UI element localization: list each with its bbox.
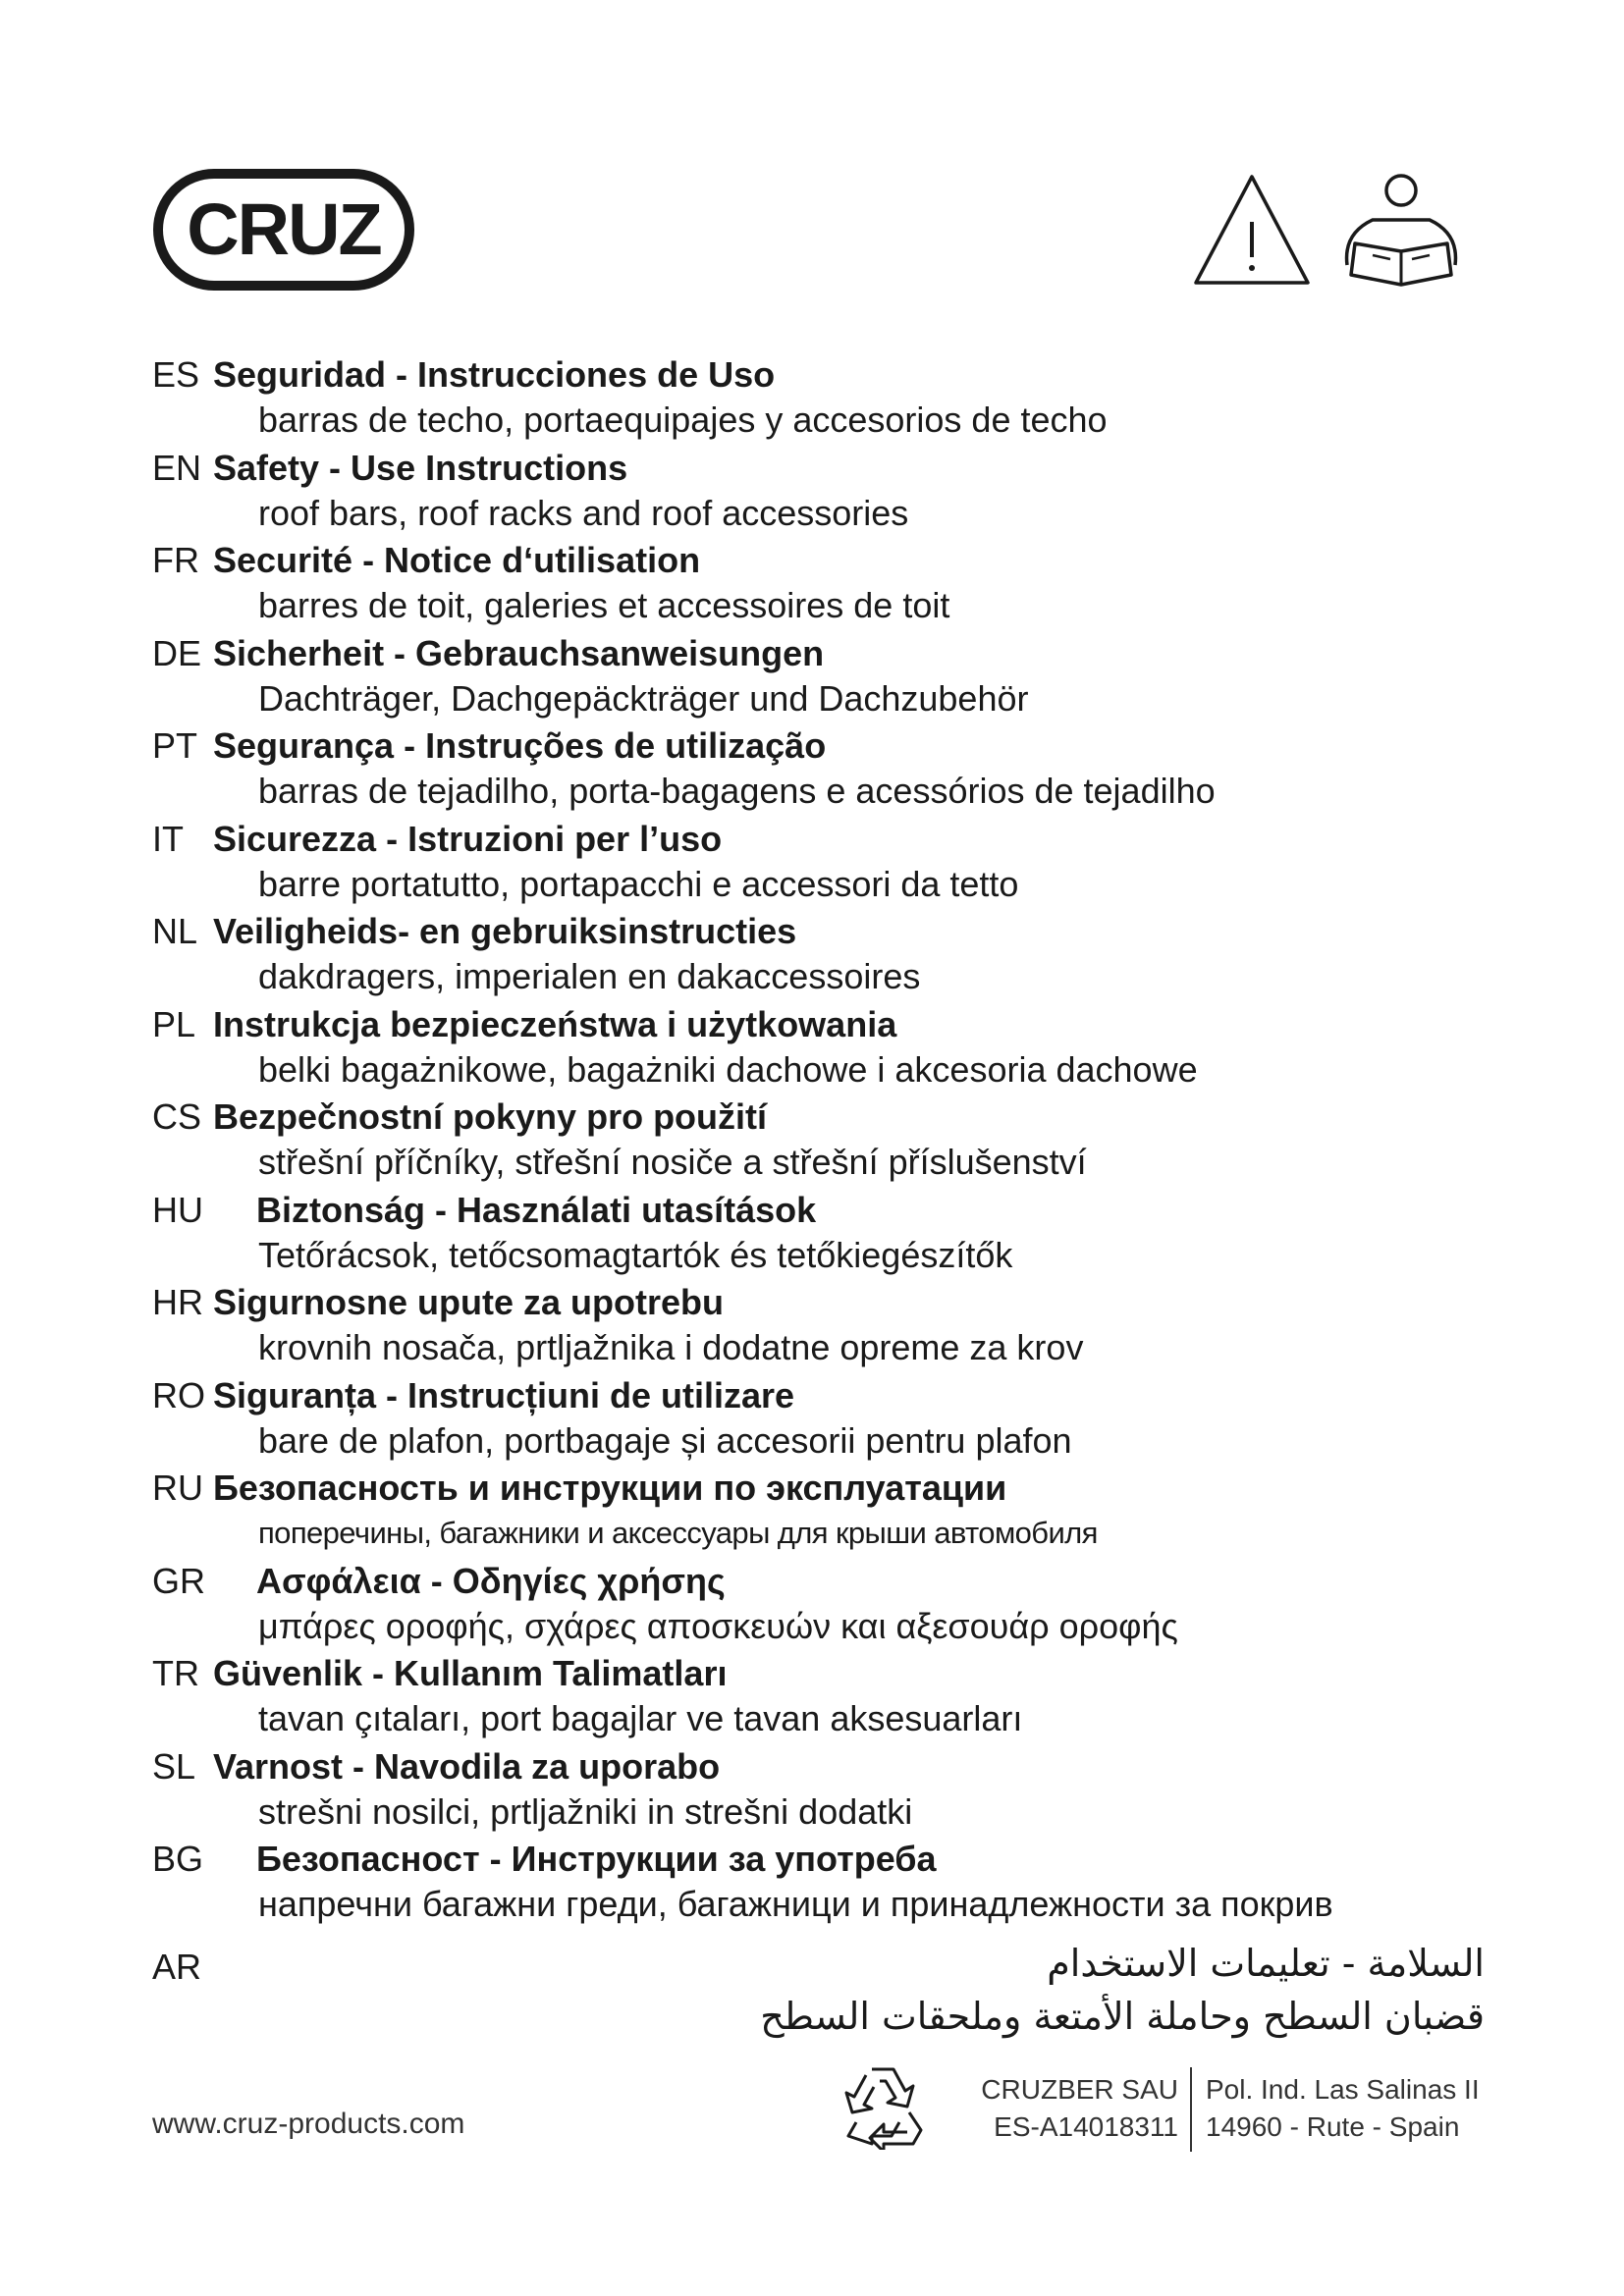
entry-subtitle-ar: قضبان السطح وحاملة الأمتعة وملحقات السطح	[760, 1995, 1485, 2038]
entry-ro	[152, 1372, 1507, 1466]
entry-subtitle: dakdragers, imperialen en dakaccessoires	[258, 956, 921, 996]
entry-subtitle: strešni nosilci, prtljažniki in strešni dodatki	[258, 1790, 913, 1832]
entry-fr	[152, 537, 1507, 630]
entry-subtitle: μπάρες οροφής, σχάρες αποσκευών και αξεσουάρ οροφής	[258, 1605, 1178, 1646]
address-line-2: 14960 - Rute - Spain	[1206, 2111, 1460, 2142]
entry-title: Sigurnosne upute za upotrebu	[213, 1282, 724, 1322]
entry-subtitle: Tetőrácsok, tetőcsomagtartók és tetőkiegészítők	[258, 1234, 1013, 1275]
entry-title: Bezpečnostní pokyny pro použití	[213, 1096, 768, 1137]
entry-title: Sicurezza - Istruzioni per l’uso	[213, 818, 723, 859]
entry-title: Sicherheit - Gebrauchsanweisungen	[213, 632, 825, 673]
language-code: PL	[152, 1003, 196, 1044]
address-line-1: Pol. Ind. Las Salinas II	[1206, 2074, 1480, 2105]
entry-title: Безопасность и инструкции по эксплуатации	[213, 1468, 1007, 1508]
language-code: RO	[152, 1374, 205, 1415]
entry-cs	[152, 1094, 1507, 1187]
svg-text:CRUZ: CRUZ	[187, 188, 381, 270]
entry-title: Siguranța - Instrucțiuni de utilizare	[213, 1374, 795, 1415]
entry-nl	[152, 908, 1507, 1001]
entry-title: Biztonság - Használati utasítások	[256, 1189, 817, 1230]
language-code: SL	[152, 1745, 196, 1787]
language-code: HU	[152, 1189, 203, 1230]
entry-title: Güvenlik - Kullanım Talimatları	[213, 1653, 728, 1693]
company-id: ES-A14018311	[994, 2111, 1178, 2142]
entry-gr	[152, 1558, 1507, 1651]
language-code: FR	[152, 540, 199, 580]
language-code: DE	[152, 632, 202, 673]
language-list	[152, 351, 1507, 1929]
entry-subtitle: напречни багажни греди, багажници и принадлежности за покрив	[258, 1884, 1333, 1924]
entry-ru	[152, 1465, 1507, 1558]
language-code: GR	[152, 1560, 205, 1601]
entry-subtitle: barres de toit, galeries et accessoires de toit	[258, 585, 950, 625]
entry-subtitle: belki bagażnikowe, bagażniki dachowe i akcesoria dachowe	[258, 1048, 1198, 1090]
language-code: ES	[152, 354, 200, 395]
entry-subtitle: barras de techo, portaequipajes y accesorios de techo	[258, 400, 1108, 440]
entry-subtitle: bare de plafon, portbagaje și accesorii pentru plafon	[258, 1419, 1072, 1461]
language-code: PT	[152, 725, 198, 766]
entry-hu	[152, 1187, 1507, 1280]
entry-bg	[152, 1836, 1507, 1929]
entry-subtitle: barras de tejadilho, porta-bagagens e acessórios de tejadilho	[258, 771, 1216, 811]
company-block	[945, 2071, 1178, 2146]
language-code: NL	[152, 911, 198, 951]
entry-subtitle: поперечины, багажники и аксессуары для крыши автомобиля	[258, 1516, 1098, 1550]
entry-title: Veiligheids- en gebruiksinstructies	[213, 911, 797, 951]
language-code: BG	[152, 1839, 204, 1879]
entry-subtitle: barre portatutto, portapacchi e accessori da tetto	[258, 863, 1019, 904]
language-code-ar: AR	[152, 1947, 202, 1987]
entry-subtitle: roof bars, roof racks and roof accessories	[258, 492, 909, 533]
warning-icon	[1190, 171, 1314, 289]
entry-hr	[152, 1279, 1507, 1372]
entry-sl	[152, 1743, 1507, 1837]
entry-title: Securité - Notice d‘utilisation	[213, 540, 701, 580]
entry-pt	[152, 722, 1507, 816]
entry-subtitle: tavan çıtaları, port bagajlar ve tavan aksesuarları	[258, 1698, 1023, 1738]
read-manual-icon	[1333, 171, 1469, 291]
language-code: EN	[152, 447, 202, 488]
address-block	[1206, 2071, 1480, 2146]
entry-tr	[152, 1650, 1507, 1743]
entry-it	[152, 816, 1507, 909]
language-code: IT	[152, 818, 184, 859]
entry-title: Instrukcja bezpieczeństwa i użytkowania	[213, 1003, 897, 1044]
entry-de	[152, 630, 1507, 723]
language-code: TR	[152, 1653, 199, 1693]
company-name: CRUZBER SAU	[981, 2074, 1178, 2105]
entry-en	[152, 445, 1507, 538]
entry-subtitle: Dachträger, Dachgepäckträger und Dachzubehör	[258, 677, 1029, 719]
entry-es	[152, 351, 1507, 445]
language-code: HR	[152, 1282, 203, 1322]
website-link[interactable]: www.cruz-products.com	[152, 2108, 465, 2140]
footer-divider	[1190, 2067, 1192, 2152]
entry-title: Varnost - Navodila za uporabo	[213, 1745, 721, 1787]
recycle-icon	[837, 2061, 929, 2150]
entry-title: Segurança - Instruções de utilização	[213, 725, 827, 766]
entry-subtitle: střešní příčníky, střešní nosiče a střešní příslušenství	[258, 1142, 1087, 1182]
entry-pl	[152, 1001, 1507, 1095]
entry-title: Ασφάλεια - Οδηγίες χρήσης	[256, 1560, 726, 1601]
entry-title: Безопасност - Инструкции за употреба	[256, 1839, 937, 1879]
language-code: CS	[152, 1096, 202, 1137]
entry-title: Safety - Use Instructions	[213, 447, 628, 488]
entry-title-ar: السلامة - تعليمات الاستخدام	[1047, 1942, 1485, 1985]
entry-subtitle: krovnih nosača, prtljažnika i dodatne opreme za krov	[258, 1327, 1084, 1367]
language-code: RU	[152, 1468, 203, 1508]
cruz-logo	[153, 169, 414, 291]
entry-title: Seguridad - Instrucciones de Uso	[213, 354, 776, 395]
